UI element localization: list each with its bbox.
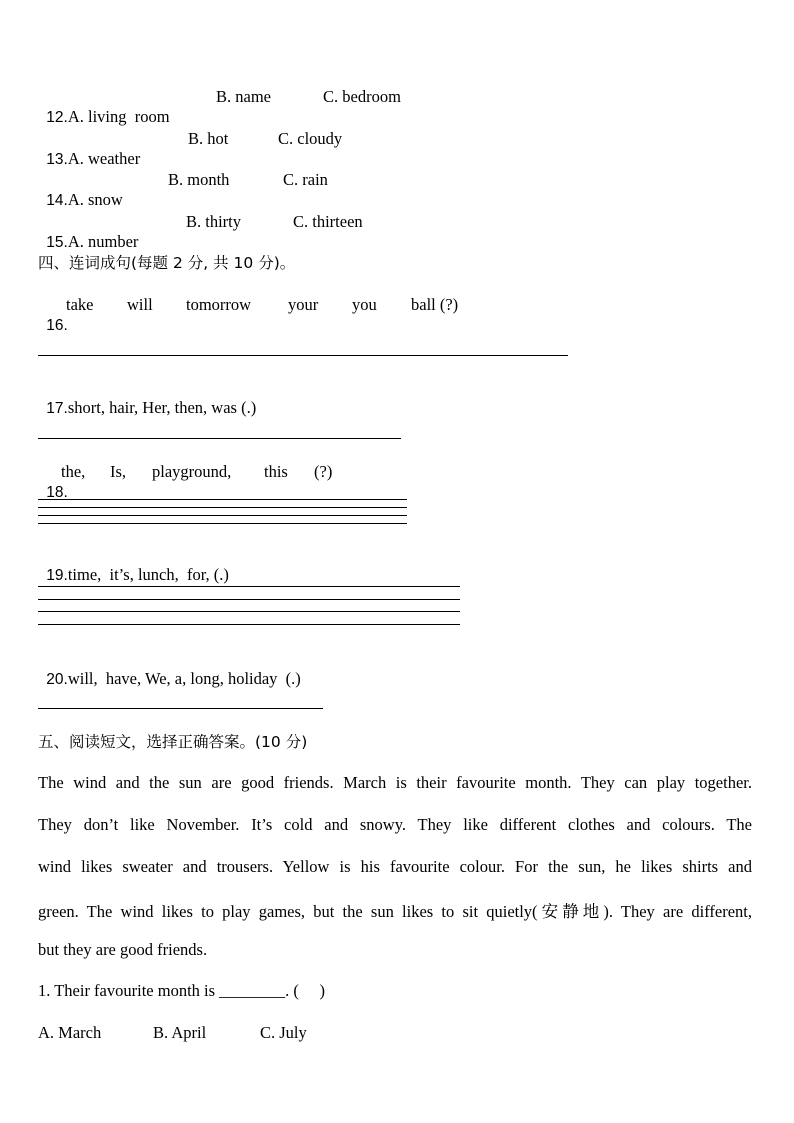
passage-line: The wind and the sun are good friends. March is their favourite month. They can play together. [38,773,752,792]
answer-line[interactable] [38,507,407,508]
question-number: 13. [46,151,68,168]
word: you [352,295,377,314]
answer-line[interactable] [38,624,460,625]
answer-line[interactable] [38,515,407,516]
option-a: A. snow [67,190,123,209]
word: take [66,295,94,314]
answer-line[interactable] [38,708,323,709]
option-c: C. thirteen [293,212,363,231]
question-number: 18. [46,484,68,501]
answer-line[interactable] [38,523,407,524]
answer-line[interactable] [38,586,460,587]
question-14 [38,170,123,211]
passage-line: They don’t like November. It’s cold and snowy. They like different clothes and colours. The [38,815,752,834]
passage-line: wind likes sweater and trousers. Yellow is his favourite colour. For the sun, he likes shirts and [38,857,752,876]
option-c: C. rain [283,170,328,189]
reading-question-1: 1. Their favourite month is ________. ( ) [38,981,326,1000]
question-text: time, it’s, lunch, for, (.) [67,565,229,584]
question-number: 17. [46,400,68,417]
answer-line[interactable] [38,499,407,500]
option-c: C. cloudy [278,129,343,148]
word: playground, [152,462,232,481]
question-12 [38,87,170,128]
option-a: A. living room [67,107,170,126]
question-number: 14. [46,192,68,209]
option-a: A. weather [67,149,141,168]
section-5-title: 五、阅读短文，选择正确答案。(10 分) [38,733,308,751]
word: will [127,295,153,314]
section-4-title: 四、连词成句(每题 2 分, 共 10 分)。 [38,254,296,272]
option-a: A. March [38,1023,102,1042]
word: this [264,462,288,481]
question-number: 12. [46,109,68,126]
option-b: B. thirty [186,212,242,231]
question-number: 16. [46,317,68,334]
option-c: C. July [260,1023,307,1042]
word: (?) [314,462,333,481]
word: tomorrow [186,295,252,314]
option-c: C. bedroom [323,87,401,106]
answer-line[interactable] [38,355,568,356]
word: the, [61,462,86,481]
option-b: B. hot [188,129,229,148]
answer-line[interactable] [38,611,460,612]
option-b: B. name [216,87,271,106]
answer-line[interactable] [38,599,460,600]
question-13 [38,129,140,170]
question-number: 20. [46,671,68,688]
question-number: 19. [46,567,68,584]
passage-line: green. The wind likes to play games, but the sun likes to sit quietly(安静地). They are different, [38,902,752,921]
question-text: will, have, We, a, long, holiday (.) [67,669,301,688]
question-20 [38,649,301,690]
question-16 [38,295,68,336]
question-15 [38,212,138,253]
question-number: 15. [46,234,68,251]
question-19 [38,545,229,586]
word: Is, [110,462,127,481]
word: ball (?) [411,295,459,314]
question-text: short, hair, Her, then, was (.) [67,398,257,417]
answer-line[interactable] [38,438,401,439]
option-a: A. number [67,232,139,251]
option-b: B. April [153,1023,207,1042]
passage-line: but they are good friends. [38,940,208,959]
word: your [288,295,319,314]
question-17 [38,378,256,419]
option-b: B. month [168,170,230,189]
